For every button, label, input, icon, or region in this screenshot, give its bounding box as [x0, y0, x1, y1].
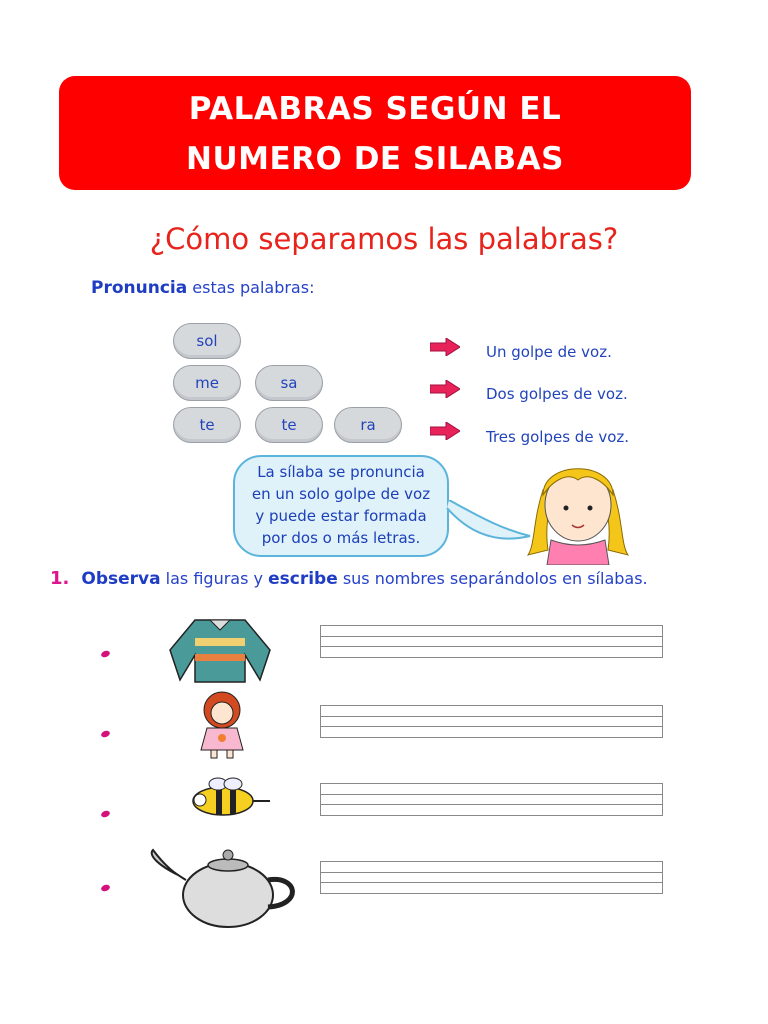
golpe-label: Un golpe de voz.: [486, 343, 612, 361]
syllable-cloud: ra: [334, 407, 402, 443]
arrow-right-icon: [430, 380, 460, 398]
bubble-line: La sílaba se pronuncia: [257, 463, 425, 481]
writing-lines[interactable]: [320, 783, 663, 816]
writing-lines[interactable]: [320, 861, 663, 894]
bullet-dot: [100, 730, 111, 739]
arrow-right-icon: [430, 422, 460, 440]
golpe-label: Dos golpes de voz.: [486, 385, 628, 403]
syllable-cloud: me: [173, 365, 241, 401]
syllable-cloud: te: [255, 407, 323, 443]
instruction-text: estas palabras:: [187, 278, 315, 297]
instruction: [91, 278, 314, 298]
bullet-dot: [100, 810, 111, 819]
syllable-cloud: sa: [255, 365, 323, 401]
title-line-1: PALABRAS SEGÚN EL: [188, 91, 562, 127]
bullet-dot: [100, 650, 111, 659]
task-number: 1.: [50, 568, 70, 589]
bullet-dot: [100, 884, 111, 893]
golpe-label: Tres golpes de voz.: [486, 428, 630, 446]
task-text: sus nombres separándolos en sílabas.: [337, 569, 648, 588]
bubble-line: por dos o más letras.: [261, 529, 421, 547]
writing-lines[interactable]: [320, 625, 663, 658]
question-heading: ¿Cómo separamos las palabras?: [149, 222, 619, 256]
task-verb-escribe: escribe: [268, 569, 338, 589]
arrow-right-icon: [430, 338, 460, 356]
doll-icon: [185, 688, 260, 760]
title-banner: [59, 76, 691, 190]
sweater-icon: [165, 610, 275, 685]
task-instruction: [50, 568, 648, 589]
bubble-tail: [445, 500, 535, 550]
task-verb-observa: Observa: [81, 569, 161, 589]
writing-lines[interactable]: [320, 705, 663, 738]
task-text: las figuras y: [160, 569, 269, 588]
bee-icon: [178, 776, 273, 821]
syllable-cloud: te: [173, 407, 241, 443]
title-line-2: NUMERO DE SILABAS: [186, 141, 564, 177]
bubble-line: y puede estar formada: [255, 507, 427, 525]
speech-bubble: [233, 455, 449, 557]
instruction-verb: Pronuncia: [91, 278, 188, 298]
syllable-cloud: sol: [173, 323, 241, 359]
teapot-icon: [148, 845, 303, 930]
girl-illustration: [523, 450, 633, 565]
bubble-line: en un solo golpe de voz: [251, 485, 431, 503]
